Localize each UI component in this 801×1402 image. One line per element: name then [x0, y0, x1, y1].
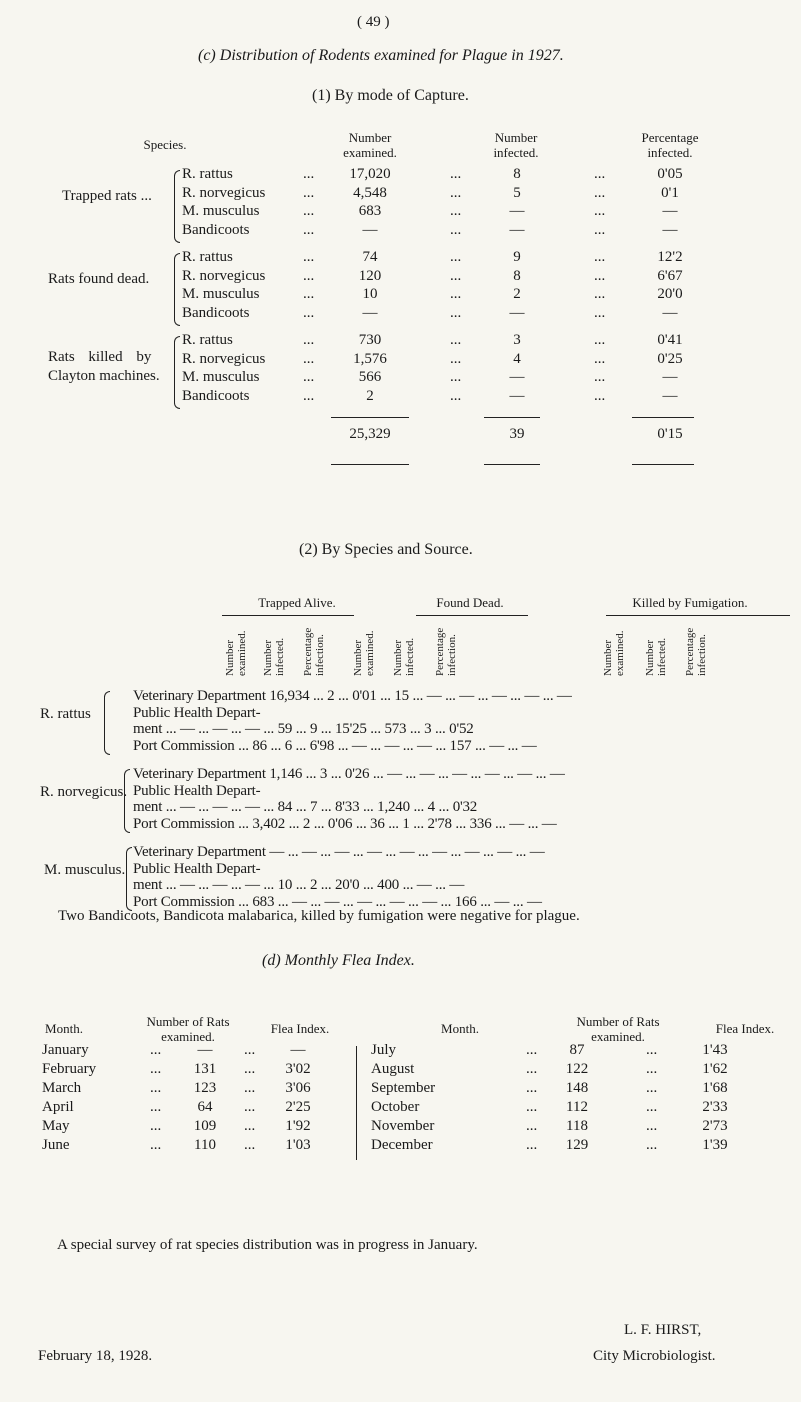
dots: ... [646, 1099, 658, 1115]
rats-examined: 129 [565, 1137, 589, 1153]
header-species: Species. [143, 137, 187, 152]
rule [484, 417, 540, 418]
rats-examined: 110 [194, 1137, 216, 1153]
dots: ... [646, 1061, 658, 1077]
dots: ... [450, 369, 462, 386]
brace [174, 170, 180, 243]
dots: ... [150, 1061, 162, 1077]
bandicoot-note-text: Two Bandicoots, Bandicota malabarica, killed by fumigation were negative for plague. [58, 908, 580, 924]
rats-examined: 123 [193, 1080, 217, 1096]
dots: ... [594, 203, 606, 220]
species-label: R. norvegicus. [40, 784, 128, 801]
rule [331, 464, 409, 465]
species-name: M. musculus [182, 369, 260, 386]
dots: ... [150, 1042, 162, 1058]
number-infected: 4 [513, 350, 521, 367]
source-row: Port Commission ... 86 ... 6 ... 6'98 ... — ... — ... — ... 157 ... — ... — [133, 737, 537, 754]
rats-examined: 109 [193, 1118, 217, 1134]
group-label: Rats found dead. [48, 271, 150, 288]
number-examined: 730 [358, 332, 382, 348]
number-infected: 5 [513, 184, 521, 201]
column-header: Number infected. [262, 637, 286, 676]
flea-index: 2'25 [285, 1099, 311, 1115]
dots: ... [150, 1099, 162, 1115]
header-examined-2: examined. [343, 145, 397, 160]
column-divider [356, 1046, 357, 1160]
brace [124, 769, 130, 833]
dots: ... [303, 286, 315, 303]
header-percentage: Percentage [641, 130, 699, 145]
number-infected: — [509, 222, 525, 239]
number-infected: 3 [513, 332, 521, 348]
dots: ... [450, 388, 462, 405]
dots: ... [303, 249, 315, 265]
percentage-infected: — [662, 369, 678, 386]
dots: ... [244, 1061, 256, 1077]
group-label-2: Clayton machines. [48, 367, 160, 384]
rule [331, 417, 409, 418]
species-label: M. musculus. [44, 862, 126, 879]
month: April [42, 1099, 74, 1115]
dots: ... [594, 350, 606, 367]
source-row: ment ... — ... — ... — ... 84 ... 7 ... 8'33 ... 1,240 ... 4 ... 0'32 [133, 799, 478, 815]
header-month-left: Month. [45, 1021, 83, 1036]
number-infected: — [509, 388, 525, 405]
column-header: Number infected. [644, 637, 668, 676]
column-header: Number infected. [392, 637, 416, 676]
number-examined: 74 [362, 249, 378, 265]
dots: ... [450, 222, 462, 239]
dots: ... [594, 166, 606, 182]
dots: ... [526, 1061, 538, 1077]
flea-index: 2'73 [702, 1118, 728, 1134]
bandicoot-note [58, 908, 580, 925]
dots: ... [594, 286, 606, 303]
rats-examined: 131 [193, 1061, 217, 1077]
species-name: R. rattus [182, 166, 233, 182]
number-examined: 10 [362, 286, 378, 303]
dots: ... [594, 388, 606, 405]
percentage-infected: — [662, 203, 678, 220]
brace [126, 847, 132, 911]
header-infected: Number [494, 130, 538, 145]
rats-examined: 118 [566, 1118, 588, 1134]
percentage-infected: 12'2 [657, 249, 683, 265]
species-name: R. norvegicus [182, 184, 266, 201]
flea-index: 3'02 [285, 1061, 311, 1077]
rats-examined: — [197, 1042, 213, 1058]
section-c-title: (c) Distribution of Rodents examined for Plague in 1927. [198, 47, 564, 64]
percentage-infected: — [662, 305, 678, 322]
flea-index: 1'62 [702, 1061, 728, 1077]
header-examined-left: Number of Rats [146, 1014, 230, 1029]
source-row: Veterinary Department 16,934 ... 2 ... 0'01 ... 15 ... — ... — ... — ... — ... — [133, 688, 572, 704]
capture-table-title: (1) By mode of Capture. [312, 87, 469, 104]
header-brace [416, 615, 528, 616]
header-month-right: Month. [441, 1021, 479, 1036]
dots: ... [150, 1080, 162, 1096]
dots: ... [244, 1099, 256, 1115]
dots: ... [594, 332, 606, 348]
number-infected: — [509, 203, 525, 220]
dots: ... [303, 267, 315, 284]
page-number: ( 49 ) [357, 14, 390, 30]
number-infected: — [509, 369, 525, 386]
source-row: Port Commission ... 683 ... — ... — ... — ... — ... — ... 166 ... — ... — [133, 893, 542, 910]
survey-note: A special survey of rat species distribution was in progress in January. [57, 1237, 478, 1253]
dots: ... [646, 1118, 658, 1134]
header-infected-2: infected. [493, 145, 539, 160]
number-infected: — [509, 305, 525, 322]
species-name: Bandicoots [182, 305, 250, 322]
species-name: R. rattus [182, 332, 233, 348]
header-examined: Number [348, 130, 392, 145]
dots: ... [526, 1137, 538, 1153]
brace [104, 691, 110, 755]
number-examined: — [362, 222, 378, 239]
month: November [371, 1118, 435, 1134]
header-examined-left-2: examined. [161, 1029, 215, 1044]
column-header: Percentage infection. [302, 627, 326, 676]
dots: ... [303, 388, 315, 405]
group-label: Rats killed by [48, 348, 152, 365]
dots: ... [303, 350, 315, 367]
number-examined: 683 [358, 203, 382, 220]
rule [632, 417, 694, 418]
month: June [42, 1137, 70, 1153]
number-examined: 566 [358, 369, 382, 386]
dots: ... [450, 286, 462, 303]
source-row: Veterinary Department 1,146 ... 3 ... 0'26 ... — ... — ... — ... — ... — ... — [133, 766, 565, 782]
species-name: R. norvegicus [182, 267, 266, 284]
percentage-infected: 0'25 [657, 350, 683, 367]
flea-index: 3'06 [285, 1080, 311, 1096]
dots: ... [450, 305, 462, 322]
dots: ... [244, 1118, 256, 1134]
dots: ... [303, 305, 315, 322]
group-label: Trapped rats ... [62, 188, 152, 205]
rule [484, 464, 540, 465]
species-name: Bandicoots [182, 388, 250, 405]
dots: ... [450, 203, 462, 220]
dots: ... [150, 1137, 162, 1153]
brace [174, 253, 180, 326]
dots: ... [646, 1080, 658, 1096]
dots: ... [244, 1080, 256, 1096]
percentage-infected: 20'0 [657, 286, 683, 303]
source-row: ment ... — ... — ... — ... 10 ... 2 ... 20'0 ... 400 ... — ... — [133, 877, 465, 893]
month: August [371, 1061, 415, 1077]
percentage-infected: 0'41 [657, 332, 683, 348]
flea-index: 1'68 [702, 1080, 728, 1096]
source-row: Port Commission ... 3,402 ... 2 ... 0'06 ... 36 ... 1 ... 2'78 ... 336 ... — ... — [133, 815, 557, 832]
species-name: R. rattus [182, 249, 233, 265]
dots: ... [150, 1118, 162, 1134]
dots: ... [303, 166, 315, 182]
header-examined-right-2: examined. [591, 1029, 645, 1044]
number-examined: 2 [366, 388, 374, 405]
dots: ... [303, 203, 315, 220]
species-name: M. musculus [182, 286, 260, 303]
dots: ... [594, 369, 606, 386]
header-percentage-2: infected. [647, 145, 693, 160]
percentage-infected: 0'1 [661, 184, 679, 201]
month: July [371, 1042, 397, 1058]
header-examined-right: Number of Rats [576, 1014, 660, 1029]
rats-examined: 64 [197, 1099, 213, 1115]
dots: ... [303, 222, 315, 239]
month: May [42, 1118, 70, 1134]
month: October [371, 1099, 420, 1115]
source-row: Public Health Depart- [133, 782, 261, 799]
signature-name: L. F. HIRST, [624, 1322, 702, 1338]
dots: ... [303, 332, 315, 348]
column-header: Number examined. [602, 630, 626, 676]
flea-index: 1'39 [702, 1137, 728, 1153]
species-name: Bandicoots [182, 222, 250, 239]
dots: ... [303, 184, 315, 201]
month: March [42, 1080, 82, 1096]
dots: ... [450, 267, 462, 284]
column-header: Percentage infection. [684, 627, 708, 676]
dots: ... [594, 249, 606, 265]
header-brace [606, 615, 790, 616]
dots: ... [646, 1042, 658, 1058]
column-header: Number examined. [352, 630, 376, 676]
dots: ... [450, 249, 462, 265]
rats-examined: 112 [566, 1099, 588, 1115]
rats-examined: 87 [569, 1042, 585, 1058]
number-infected: 2 [513, 286, 521, 303]
group-header-trapped: Trapped Alive. [258, 595, 336, 610]
dots: ... [594, 184, 606, 201]
flea-index: 1'03 [285, 1137, 311, 1153]
flea-index: — [290, 1042, 306, 1058]
flea-table-title: (d) Monthly Flea Index. [262, 952, 415, 969]
month: September [371, 1080, 436, 1096]
species-name: R. norvegicus [182, 350, 266, 367]
rats-examined: 148 [565, 1080, 589, 1096]
percentage-infected: 6'67 [657, 267, 683, 284]
total-examined: 25,329 [349, 426, 391, 442]
header-flea-right: Flea Index. [715, 1021, 775, 1036]
dots: ... [450, 332, 462, 348]
source-table-title: (2) By Species and Source. [299, 541, 473, 558]
group-header-fumigation: Killed by Fumigation. [632, 595, 748, 610]
rule [632, 464, 694, 465]
total-percentage: 0'15 [657, 426, 683, 442]
dots: ... [646, 1137, 658, 1153]
source-row: ment ... — ... — ... — ... 59 ... 9 ... 15'25 ... 573 ... 3 ... 0'52 [133, 721, 474, 737]
dots: ... [594, 222, 606, 239]
source-row: Public Health Depart- [133, 860, 261, 877]
dots: ... [303, 369, 315, 386]
month: February [42, 1061, 97, 1077]
number-examined: 120 [358, 267, 382, 284]
number-infected: 9 [513, 249, 521, 265]
column-header: Percentage infection. [434, 627, 458, 676]
signature-title: City Microbiologist. [593, 1348, 716, 1364]
date: February 18, 1928. [38, 1348, 153, 1364]
flea-index: 1'43 [702, 1042, 728, 1058]
number-examined: 17,020 [349, 166, 391, 182]
source-row: Veterinary Department — ... — ... — ... — ... — ... — ... — ... — ... — [133, 844, 545, 860]
dots: ... [450, 166, 462, 182]
total-infected: 39 [509, 426, 525, 442]
brace [174, 336, 180, 409]
dots: ... [526, 1080, 538, 1096]
species-name: M. musculus [182, 203, 260, 220]
month: January [42, 1042, 89, 1058]
dots: ... [594, 267, 606, 284]
dots: ... [450, 350, 462, 367]
header-brace [222, 615, 354, 616]
number-examined: 4,548 [353, 184, 387, 201]
number-infected: 8 [513, 267, 521, 284]
dots: ... [450, 184, 462, 201]
species-label: R. rattus [40, 706, 91, 723]
number-examined: — [362, 305, 378, 322]
number-infected: 8 [513, 166, 521, 182]
dots: ... [526, 1118, 538, 1134]
header-flea-left: Flea Index. [270, 1021, 330, 1036]
column-header: Number examined. [224, 630, 248, 676]
source-row: Public Health Depart- [133, 704, 261, 721]
month: December [371, 1137, 433, 1153]
percentage-infected: 0'05 [657, 166, 683, 182]
group-header-found: Found Dead. [436, 595, 504, 610]
percentage-infected: — [662, 222, 678, 239]
rats-examined: 122 [565, 1061, 589, 1077]
dots: ... [244, 1137, 256, 1153]
dots: ... [526, 1099, 538, 1115]
dots: ... [244, 1042, 256, 1058]
flea-index: 1'92 [285, 1118, 311, 1134]
dots: ... [594, 305, 606, 322]
percentage-infected: — [662, 388, 678, 405]
number-examined: 1,576 [353, 350, 387, 367]
dots: ... [526, 1042, 538, 1058]
flea-index: 2'33 [702, 1099, 728, 1115]
